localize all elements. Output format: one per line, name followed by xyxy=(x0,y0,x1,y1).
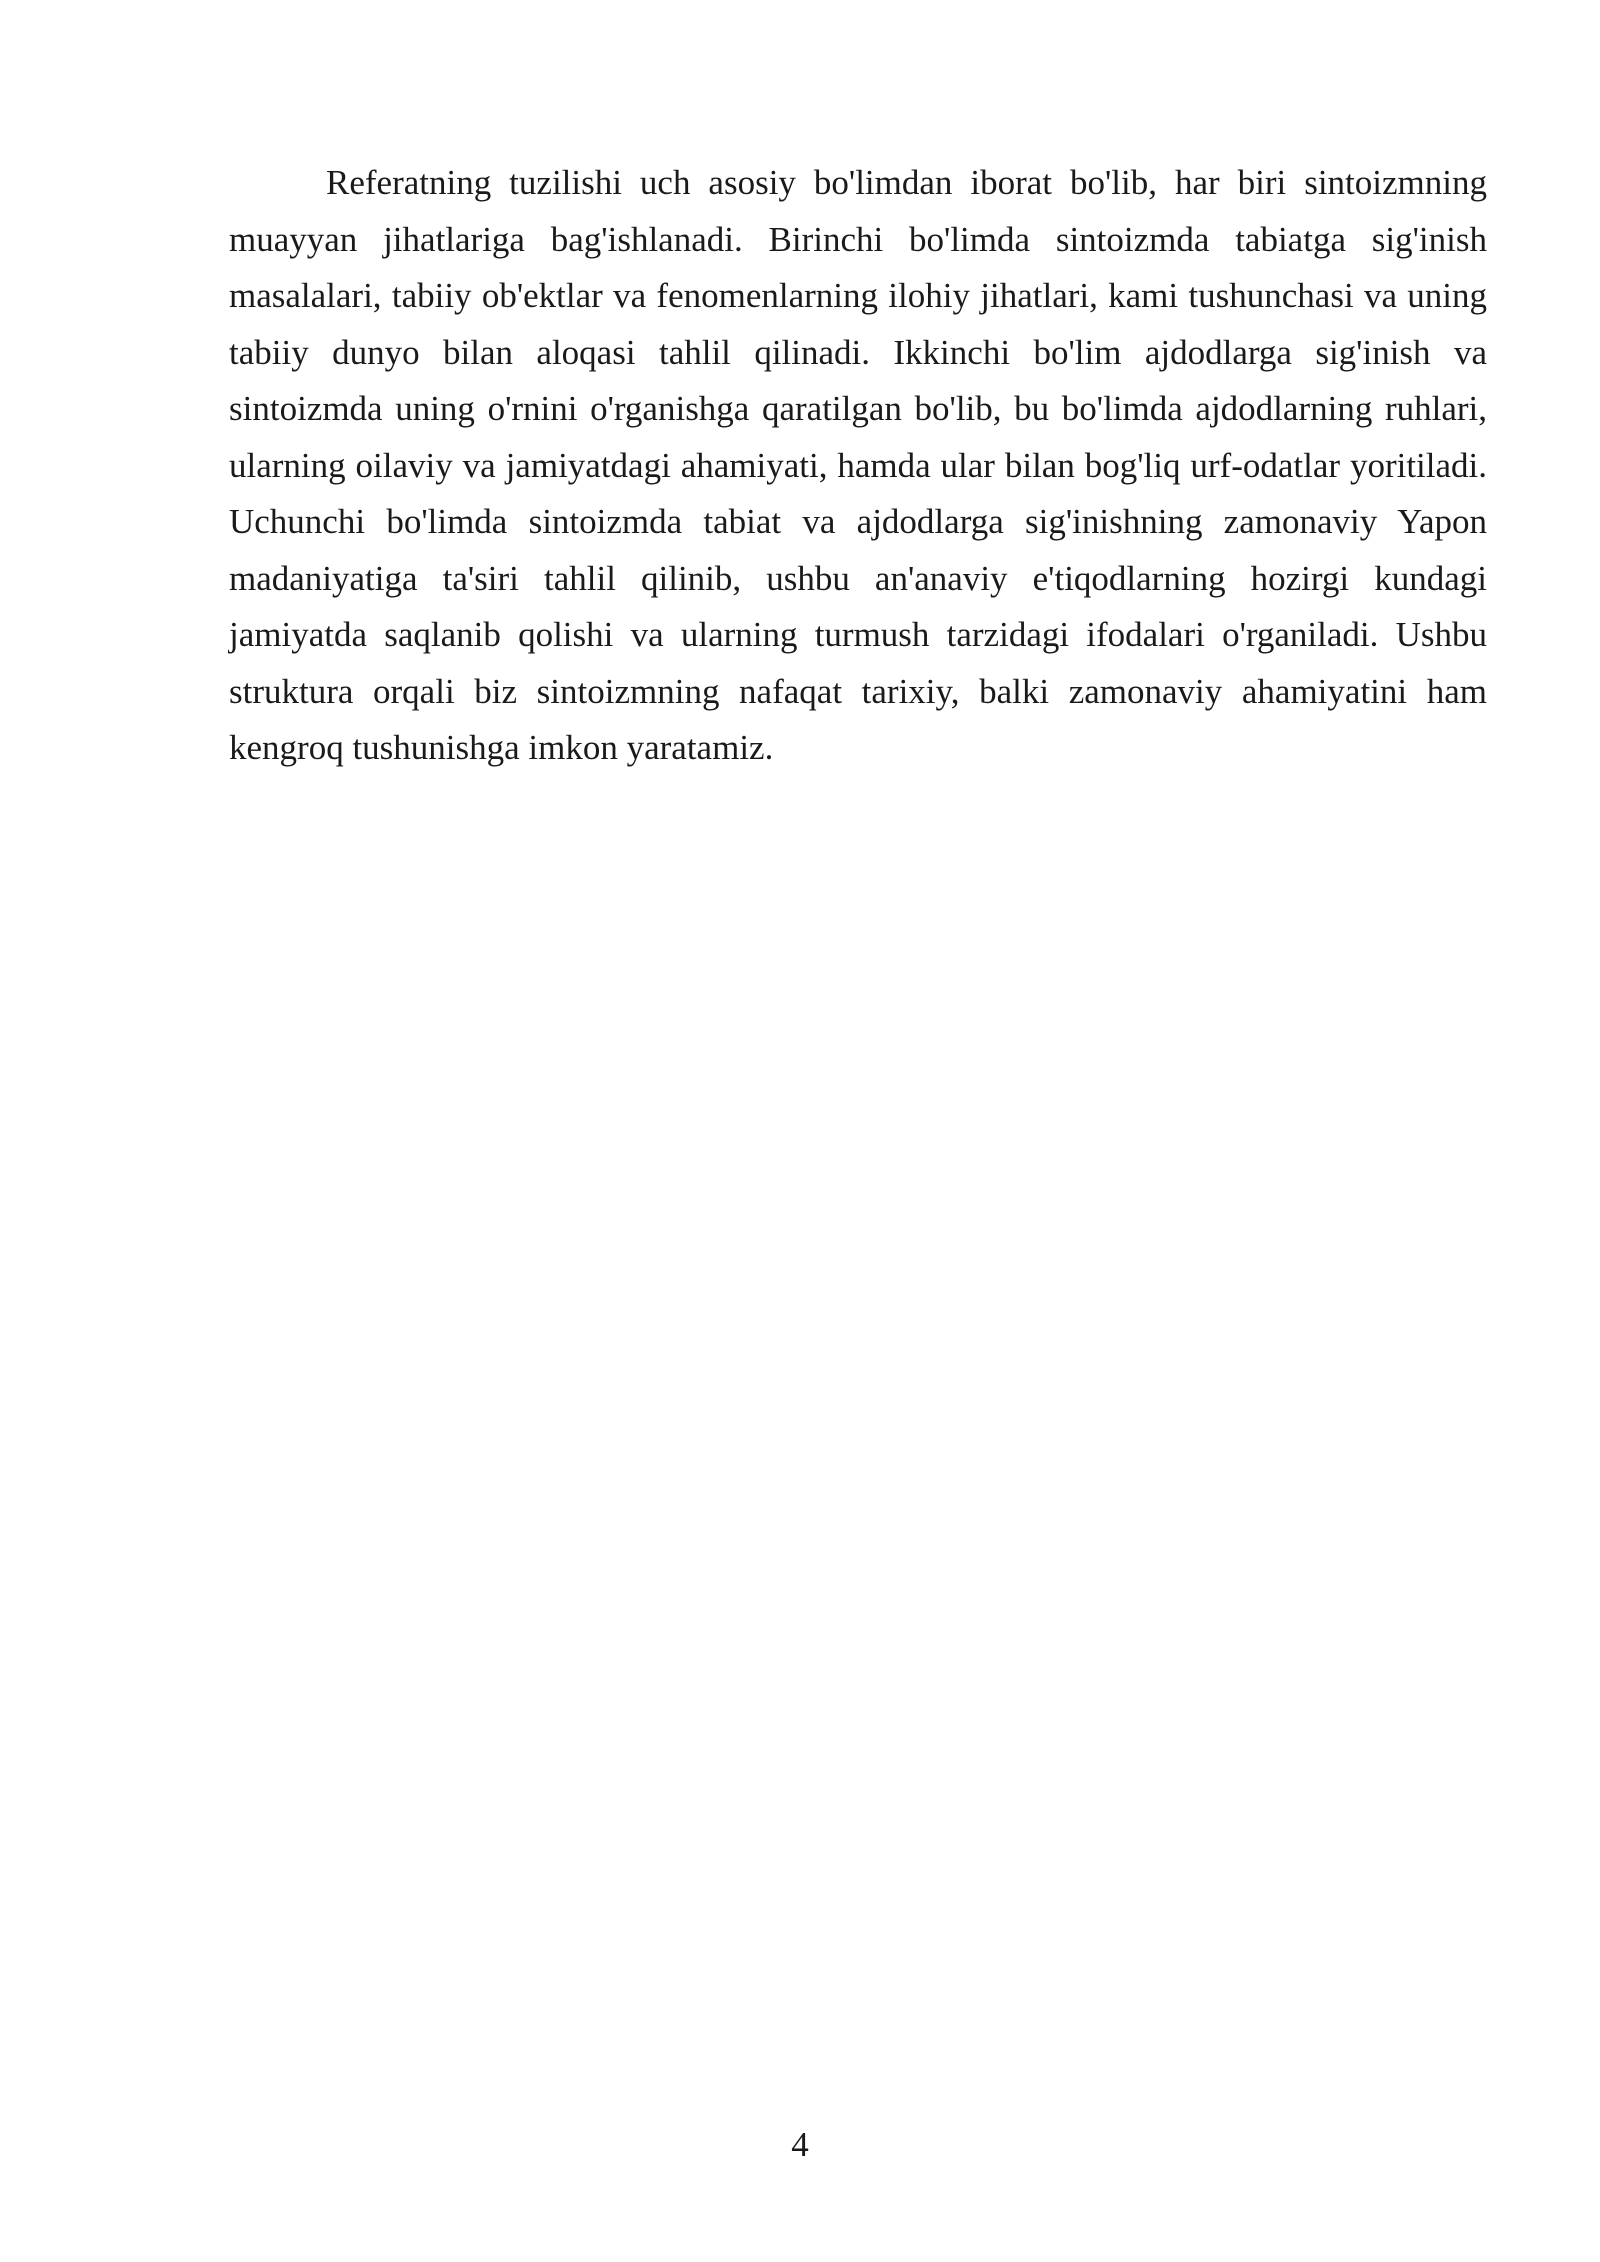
body-paragraph: Referatning tuzilishi uch asosiy bo'limdan iborat bo'lib, har biri sintoizmning muayyan jihatlariga bag'ishlanadi. Birinchi bo'limda sintoizmda tabiatga sig'inish masalalari, tabiiy ob'ektlar va fenomenlarning ilohiy jihatlari, kami tushunchasi va uning tabiiy dunyo bilan aloqasi tahlil qilinadi. Ikkinchi bo'lim ajdodlarga sig'inish va sintoizmda uning o'rnini o'rganishga qaratilgan bo'lib, bu bo'limda ajdodlarning ruhlari, ularning oilaviy va jamiyatdagi ahamiyati, hamda ular bilan bog'liq urf-odatlar yoritiladi. Uchunchi bo'limda sintoizmda tabiat va ajdodlarga sig'inishning zamonaviy Yapon madaniyatiga ta'siri tahlil qilinib, ushbu an'anaviy e'tiqodlarning hozirgi kundagi jamiyatda saqlanib qolishi va ularning turmush tarzidagi ifodalari o'rganiladi. Ushbu struktura orqali biz sintoizmning nafaqat tarixiy, balki zamonaviy ahamiyatini ham kengroq tushunishga imkon yaratamiz. xyxy=(229,163,1487,767)
page-number: 4 xyxy=(791,2125,809,2164)
